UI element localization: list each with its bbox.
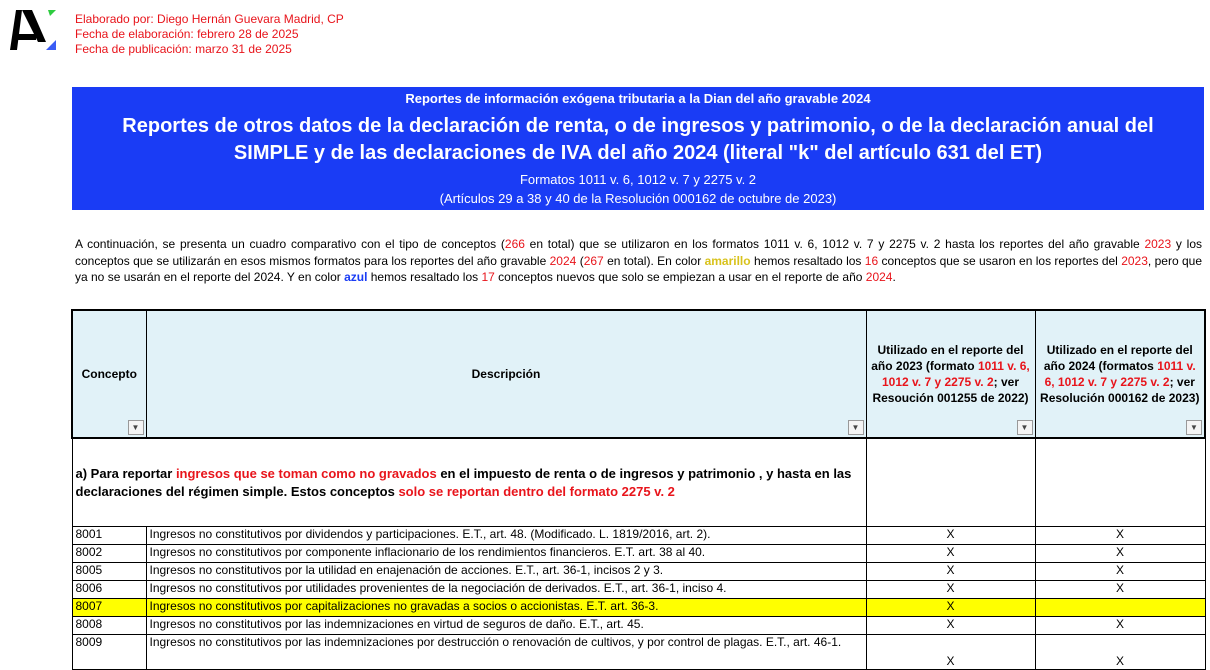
title-banner [72, 87, 1204, 210]
intro-text: ( [576, 253, 584, 268]
intro-total-2024: 267 [583, 253, 604, 268]
intro-text: conceptos que se usaron en los reportes del [878, 253, 1122, 268]
concept-description[interactable]: Ingresos no constitutivos por dividendos y participaciones. E.T., art. 48. (Modificado. L. 1819/2016, art. 2). [146, 527, 866, 545]
used-2023-mark[interactable]: X [866, 563, 1035, 581]
concept-description[interactable]: Ingresos no constitutivos por capitalizaciones no gravadas a socios o accionistas. E.T. art. 36-3. [146, 599, 866, 617]
table-row [72, 527, 1205, 545]
section-highlight: solo se reportan dentro del formato 2275 v. 2 [398, 483, 675, 499]
used-2023-mark[interactable]: X [866, 581, 1035, 599]
header-text: Utilizado en el reporte del año 2023 (formato [871, 343, 1024, 373]
intro-blue-word: azul [344, 270, 368, 284]
header-2024 [1035, 310, 1205, 438]
banner-formats: Formatos 1011 v. 6, 1012 v. 7 y 2275 v. 2 [519, 172, 757, 187]
used-2024-mark[interactable]: X [1035, 617, 1205, 635]
intro-total-2023: 266 [504, 237, 525, 251]
used-2023-mark[interactable]: X [866, 617, 1035, 635]
published-date: Fecha de publicación: marzo 31 de 2025 [75, 42, 292, 56]
header-descripcion [146, 310, 866, 438]
filter-dropdown-icon[interactable]: ▼ [128, 420, 144, 435]
header-text: Utilizado en el reporte del año 2024 (formatos [1043, 343, 1193, 373]
actualicese-logo-icon [10, 8, 58, 56]
header-2024-label [1036, 342, 1205, 406]
concepts-table [71, 309, 1206, 670]
section-highlight: ingresos que se toman como no gravados [175, 465, 437, 481]
concept-description[interactable]: Ingresos no constitutivos por componente inflacionario de los rendimientos financieros. E.T. art. 38 al 40. [146, 545, 866, 563]
section-text: en el impuesto de renta o de ingresos y patrimonio , y hasta en las declaraciones del régimen simple. Estos conceptos [75, 465, 852, 499]
intro-year: 2024 [865, 270, 893, 284]
used-2024-mark[interactable]: X [1035, 581, 1205, 599]
table-row-removed-highlight [72, 599, 1205, 617]
intro-text: hemos resaltado los [750, 253, 865, 268]
intro-text: , pero que ya no se usarán en el reporte del 2024. Y en color [75, 253, 1202, 284]
table-row [72, 617, 1205, 635]
header-concepto-label: Concepto [81, 367, 137, 381]
used-2024-mark[interactable]: X [1035, 635, 1205, 670]
header-text: ; ver Resoución 001255 de 2022) [872, 375, 1029, 405]
concept-code[interactable]: 8007 [72, 599, 146, 617]
filter-dropdown-icon[interactable]: ▼ [1186, 420, 1202, 435]
used-2024-mark[interactable]: X [1035, 527, 1205, 545]
header-text: ; ver Resolución 000162 de 2023) [1040, 375, 1200, 405]
table-row [72, 581, 1205, 599]
intro-text: . [892, 270, 896, 284]
section-text: a) Para reportar [75, 465, 176, 481]
intro-text: A continuación, se presenta un cuadro comparativo con el tipo de conceptos ( [75, 237, 505, 251]
document-meta [75, 12, 344, 57]
intro-text: en total). En color [603, 253, 705, 268]
intro-year: 2023 [1144, 237, 1172, 251]
section-a-cell [72, 438, 866, 527]
table-row [72, 545, 1205, 563]
table-row [72, 635, 1205, 670]
author-line: Elaborado por: Diego Hernán Guevara Madrid, CP [75, 12, 344, 26]
section-a-row [72, 438, 1205, 527]
created-date: Fecha de elaboración: febrero 28 de 2025 [75, 27, 299, 41]
table-header-row [72, 310, 1205, 438]
used-2023-mark[interactable]: X [866, 527, 1035, 545]
intro-text: hemos resaltado los [367, 270, 482, 284]
concept-code[interactable]: 8006 [72, 581, 146, 599]
intro-text: y los conceptos que se utilizarán en esos mismos formatos para los reportes del año gravable [75, 237, 1202, 268]
header-formats: 1011 v. 6, 1012 v. 7 y 2275 v. 2 [1044, 359, 1196, 389]
intro-count-new: 17 [481, 270, 495, 284]
concept-code[interactable]: 8002 [72, 545, 146, 563]
banner-articles: (Artículos 29 a 38 y 40 de la Resolución 000162 de octubre de 2023) [439, 191, 837, 206]
concept-description[interactable]: Ingresos no constitutivos por utilidades provenientes de la negociación de derivados. E.T., art. 36-1, inciso 4. [146, 581, 866, 599]
concept-description[interactable]: Ingresos no constitutivos por las indemnizaciones por destrucción o renovación de cultivos, y por control de plagas. E.T., art. 46-1. [146, 635, 866, 670]
section-a-text [73, 465, 866, 501]
banner-title: Reportes de otros datos de la declaración de renta, o de ingresos y patrimonio, o de la declaración anual del SIMPLE y de las declaraciones de IVA del año 2024 (literal "k" del artículo 631 del ET) [122, 115, 1154, 164]
intro-year: 2024 [549, 253, 577, 268]
intro-count-removed: 16 [864, 253, 879, 268]
table-row [72, 563, 1205, 581]
used-2024-mark[interactable]: X [1035, 563, 1205, 581]
concept-description[interactable]: Ingresos no constitutivos por la utilidad en enajenación de acciones. E.T., art. 36-1, incisos 2 y 3. [146, 563, 866, 581]
filter-dropdown-icon[interactable]: ▼ [1017, 420, 1033, 435]
concept-code[interactable]: 8008 [72, 617, 146, 635]
header-formats: 1011 v. 6, 1012 v. 7 y 2275 v. 2 [881, 359, 1030, 389]
filter-dropdown-icon[interactable]: ▼ [848, 420, 864, 435]
header-2023-label [867, 342, 1035, 406]
banner-subtitle: Reportes de información exógena tributaria a la Dian del año gravable 2024 [405, 91, 871, 106]
concept-description[interactable]: Ingresos no constitutivos por las indemnizaciones en virtud de seguros de daño. E.T., art. 45. [146, 617, 866, 635]
used-2023-mark[interactable]: X [866, 599, 1035, 617]
header-descripcion-label: Descripción [471, 367, 541, 381]
used-2023-mark[interactable]: X [866, 635, 1035, 670]
intro-text: conceptos nuevos que solo se empiezan a usar en el reporte de año [494, 270, 866, 284]
empty-cell [1035, 438, 1205, 527]
used-2023-mark[interactable]: X [866, 545, 1035, 563]
used-2024-mark[interactable] [1035, 599, 1205, 617]
intro-year: 2023 [1121, 253, 1148, 268]
empty-cell [866, 438, 1035, 527]
concept-code[interactable]: 8001 [72, 527, 146, 545]
intro-yellow-word: amarillo [704, 253, 751, 268]
concept-code[interactable]: 8009 [72, 635, 146, 670]
intro-text: en total) que se utilizaron en los formatos 1011 v. 6, 1012 v. 7 y 2275 v. 2 hasta los reportes del año gravable [524, 237, 1145, 251]
used-2024-mark[interactable]: X [1035, 545, 1205, 563]
header-2023 [866, 310, 1035, 438]
header-concepto [72, 310, 146, 438]
intro-paragraph [75, 236, 1202, 286]
concept-code[interactable]: 8005 [72, 563, 146, 581]
